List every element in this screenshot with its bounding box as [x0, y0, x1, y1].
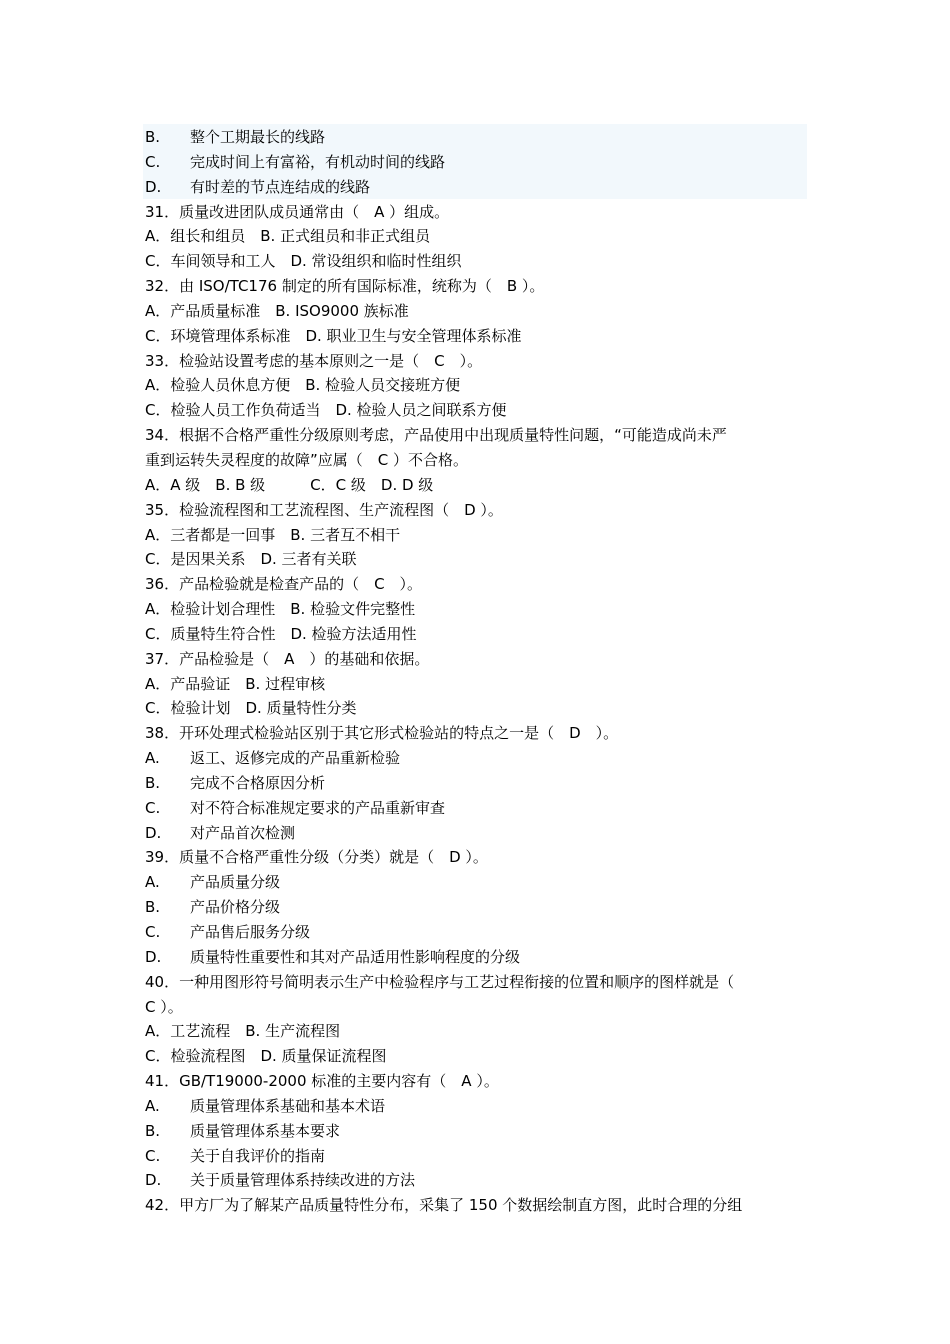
- line-text: A．产品质量标准 B. ISO9000 族标准: [145, 301, 409, 320]
- line-text: C．是因果关系 D. 三者有关联: [145, 550, 357, 569]
- question-line: [145, 995, 807, 1020]
- line-text: C．检验流程图 D. 质量保证流程图: [145, 1047, 387, 1066]
- line-text: A．工艺流程 B. 生产流程图: [145, 1022, 341, 1041]
- option-line: [145, 920, 807, 945]
- option-line: [145, 771, 807, 796]
- option-letter: B.: [145, 898, 161, 917]
- answer-line: [145, 622, 807, 647]
- line-text: A．A 级 B. B 级 C．C 级 D. D 级: [145, 475, 434, 494]
- question-line: [145, 1069, 807, 1094]
- option-letter: D.: [145, 947, 162, 966]
- answer-line: [145, 523, 807, 548]
- line-text: 质量管理体系基本要求: [190, 1121, 341, 1140]
- option-line: [145, 1094, 807, 1119]
- line-text: 产品价格分级: [190, 898, 281, 917]
- line-text: 对不符合标准规定要求的产品重新审查: [190, 798, 446, 817]
- option-line: [145, 1168, 807, 1193]
- line-text: 质量管理体系基础和基本术语: [190, 1096, 386, 1115]
- document-body: [145, 125, 807, 1218]
- option-letter: A.: [145, 873, 160, 892]
- line-text: 整个工期最长的线路: [190, 128, 326, 146]
- line-text: C．检验人员工作负荷适当 D. 检验人员之间联系方便: [145, 401, 507, 420]
- line-text: A．产品验证 B. 过程审核: [145, 674, 326, 693]
- option-line: [145, 175, 807, 200]
- question-line: [145, 572, 807, 597]
- option-line: [145, 821, 807, 846]
- line-text: 37．产品检验是（ A ）的基础和依据。: [145, 649, 430, 668]
- question-line: [145, 448, 807, 473]
- line-text: 产品售后服务分级: [190, 923, 311, 941]
- line-text: 重到运转失灵程度的故障”应属（ C ）不合格。: [145, 450, 469, 469]
- line-text: 对产品首次检测: [190, 823, 296, 842]
- option-letter: C.: [145, 923, 161, 941]
- question-line: [145, 970, 807, 995]
- answer-line: [145, 1019, 807, 1044]
- question-line: [145, 423, 807, 448]
- answer-line: [145, 373, 807, 398]
- option-line: [145, 746, 807, 771]
- option-letter: C.: [145, 798, 161, 817]
- line-text: A．检验人员休息方便 B. 检验人员交接班方便: [145, 376, 461, 395]
- answer-line: [145, 1044, 807, 1069]
- answer-line: [145, 324, 807, 349]
- answer-line: [145, 597, 807, 622]
- answer-line: [145, 696, 807, 721]
- line-text: 39．质量不合格严重性分级（分类）就是（ D ）。: [145, 848, 488, 867]
- question-line: [145, 721, 807, 746]
- question-line: [145, 274, 807, 299]
- option-letter: A.: [145, 749, 160, 768]
- line-text: C．检验计划 D. 质量特性分类: [145, 699, 357, 718]
- line-text: 34．根据不合格严重性分级原则考虑，产品使用中出现质量特性问题，“可能造成尚未严: [145, 426, 727, 445]
- line-text: 有时差的节点连结成的线路: [190, 177, 371, 196]
- line-text: 产品质量分级: [190, 873, 281, 892]
- answer-line: [145, 299, 807, 324]
- option-letter: C.: [145, 1146, 161, 1165]
- option-line: [145, 1119, 807, 1144]
- line-text: 关于自我评价的指南: [190, 1146, 326, 1165]
- answer-line: [145, 672, 807, 697]
- answer-line: [145, 473, 807, 498]
- line-text: 关于质量管理体系持续改进的方法: [190, 1171, 416, 1190]
- line-text: 质量特性重要性和其对产品适用性影响程度的分级: [190, 947, 521, 966]
- line-text: 31．质量改进团队成员通常由（ A ）组成。: [145, 202, 450, 221]
- line-text: 41．GB/T19000-2000 标准的主要内容有（ A ）。: [145, 1072, 499, 1091]
- question-line: [145, 200, 807, 225]
- question-line: [145, 349, 807, 374]
- option-letter: B.: [145, 1121, 161, 1140]
- line-text: 完成时间上有富裕，有机动时间的线路: [190, 152, 446, 171]
- question-line: [145, 647, 807, 672]
- option-line: [145, 895, 807, 920]
- line-text: 33．检验站设置考虑的基本原则之一是（ C ）。: [145, 351, 483, 370]
- line-text: C．环境管理体系标准 D. 职业卫生与安全管理体系标准: [145, 326, 522, 345]
- option-letter: D.: [145, 177, 162, 196]
- option-line: [145, 870, 807, 895]
- question-line: [145, 498, 807, 523]
- option-letter: C.: [145, 152, 161, 171]
- line-text: C．车间领导和工人 D. 常设组织和临时性组织: [145, 252, 462, 271]
- line-text: C ）。: [145, 997, 183, 1016]
- answer-line: [145, 224, 807, 249]
- line-text: 完成不合格原因分析: [190, 773, 326, 792]
- option-letter: B.: [145, 773, 161, 792]
- line-text: 42．甲方厂为了解某产品质量特性分布，采集了 150 个数据绘制直方图，此时合理的分组: [145, 1196, 743, 1215]
- answer-line: [145, 249, 807, 274]
- line-text: 36．产品检验就是检查产品的（ C ）。: [145, 575, 423, 594]
- line-text: 38．开环处理式检验站区别于其它形式检验站的特点之一是（ D ）。: [145, 724, 619, 743]
- option-letter: D.: [145, 823, 162, 842]
- option-line: [145, 796, 807, 821]
- line-text: A．三者都是一回事 B. 三者互不相干: [145, 525, 401, 544]
- option-line: [145, 1144, 807, 1169]
- option-line: [145, 945, 807, 970]
- line-text: 40．一种用图形符号简明表示生产中检验程序与工艺过程衔接的位置和顺序的图样就是（: [145, 972, 735, 991]
- option-line: [145, 150, 807, 175]
- option-letter: D.: [145, 1171, 162, 1190]
- line-text: 32．由 ISO/TC176 制定的所有国际标准，统称为（ B ）。: [145, 277, 545, 296]
- option-letter: B.: [145, 128, 161, 146]
- option-letter: A.: [145, 1096, 160, 1115]
- line-text: 35．检验流程图和工艺流程图、生产流程图（ D ）。: [145, 500, 503, 519]
- answer-line: [145, 398, 807, 423]
- answer-line: [145, 547, 807, 572]
- question-line: [145, 1193, 807, 1218]
- line-text: A．检验计划合理性 B. 检验文件完整性: [145, 600, 416, 619]
- line-text: C．质量特生符合性 D. 检验方法适用性: [145, 624, 417, 643]
- question-line: [145, 845, 807, 870]
- option-line: [145, 125, 807, 150]
- line-text: 返工、返修完成的产品重新检验: [190, 749, 401, 768]
- line-text: A．组长和组员 B. 正式组员和非正式组员: [145, 227, 431, 246]
